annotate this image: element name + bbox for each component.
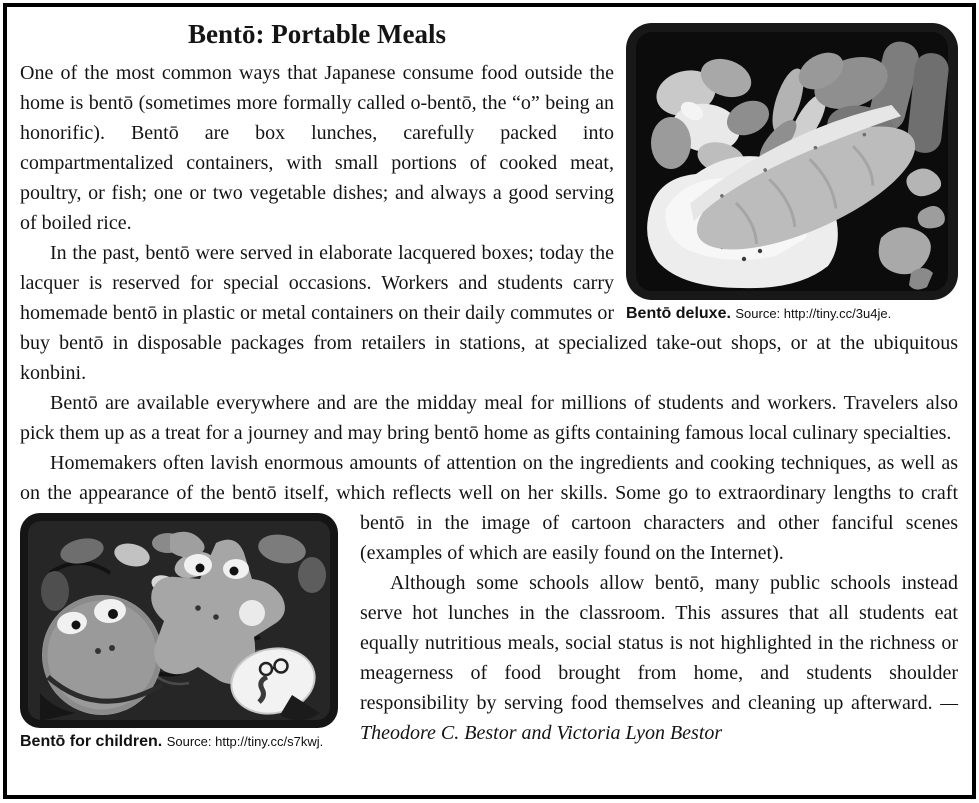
attribution: —Theodore C. Bestor and Victoria Lyon Bestor <box>360 692 958 744</box>
paragraph-3: Bentō are available everywhere and are the midday meal for millions of students and workers. Travelers also pick them up as a treat for a journey and may bring bentō home as gifts containing famous local culinary specialties. <box>20 392 958 444</box>
paragraph-2: In the past, bentō were served in elaborate lacquered boxes; today the lacquer is reserved for special occasions. Workers and students carry homemade bentō in plastic or metal containers on their daily commutes or buy bentō in disposable packages from retailers in stations, at specialized take-out shops, or at the ubiquitous konbini. <box>20 242 958 384</box>
caption-bento-children-title: Bentō for children. <box>20 733 163 750</box>
figure-bento-children <box>20 513 338 752</box>
paragraph-5-text: Although some schools allow bentō, many public schools instead serve hot lunches in the classroom. This assures that all students eat equally nutritious meals, social status is not highlighted in the richness or meagerness of food brought from home, and students shoulder responsibility by serving food themselves and cleaning up afterward. <box>360 572 958 714</box>
caption-bento-deluxe-title: Bentō deluxe. <box>626 305 731 322</box>
paragraph-1: One of the most common ways that Japanese consume food outside the home is bentō (sometimes more formally called o-bentō, the “o” being an honorific). Bentō are box lunches, carefully packed into compartmentalized containers, with small portions of cooked meat, poultry, or fish; one or two vegetable dishes; and always a good serving of boiled rice. <box>20 62 614 234</box>
paragraph-4-part1: Homemakers often lavish enormous amounts of attention on the ingredients and cooking techniques, as well as on the appearance of the bentō itself, which reflects well on her skills. Some go to extraordinary lengths <box>20 452 958 504</box>
caption-bento-deluxe-source: Source: http://tiny.cc/3u4je. <box>735 306 892 321</box>
bento-deluxe-photo <box>626 23 958 300</box>
caption-bento-children-source: Source: http://tiny.cc/s7kwj. <box>166 734 324 749</box>
page-border-frame <box>3 3 976 799</box>
article-title: Bentō: Portable Meals <box>188 19 446 49</box>
caption-bento-children <box>20 728 338 752</box>
caption-bento-deluxe <box>626 300 958 324</box>
figure-bento-deluxe <box>626 23 958 324</box>
bento-children-photo <box>20 513 338 728</box>
paragraph-4-part2: to craft bentō in the image of cartoon characters and other fanciful scenes (examples of which are easily found on the Internet). <box>360 482 959 564</box>
